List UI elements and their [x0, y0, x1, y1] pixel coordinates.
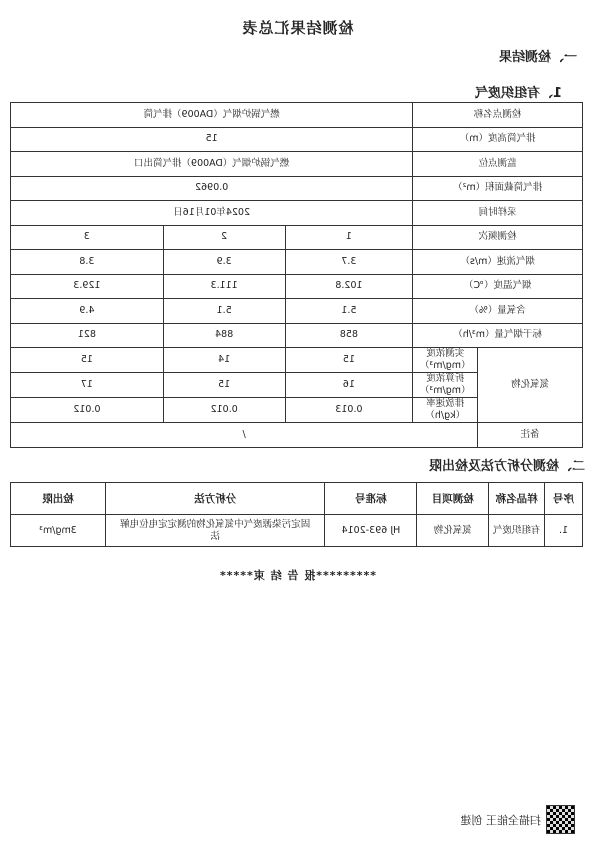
results-table [10, 102, 583, 448]
table-cell: 烟气温度（℃） [413, 274, 583, 299]
table-row [11, 201, 583, 226]
table-cell: 排气筒高度（m） [413, 127, 583, 152]
table-cell: 检测点名称 [413, 103, 583, 128]
table-cell: 有组织废气 [489, 515, 545, 547]
scanner-watermark [395, 805, 575, 835]
table-header-cell: 检测项目 [417, 483, 489, 515]
table-cell: 3 [11, 225, 164, 250]
section-heading-methods: 二、检测分析方法及检出限 [428, 459, 585, 474]
table-cell: 3.7 [285, 250, 413, 275]
table-cell: 16 [285, 373, 413, 398]
table-cell: 15 [285, 348, 413, 373]
table-row [11, 152, 583, 177]
table-header-cell: 标准号 [325, 483, 417, 515]
table-cell: 检测频次 [413, 225, 583, 250]
table-cell: 燃气锅炉烟气（DA009）排气筒出口 [11, 152, 413, 177]
table-cell: 实测浓度（mg/m³） [413, 348, 478, 373]
table-cell: 0.012 [163, 398, 285, 423]
table-row [11, 225, 583, 250]
table-cell: 2 [163, 225, 285, 250]
table-cell: 氮氧化物 [417, 515, 489, 547]
table-row [11, 176, 583, 201]
table-cell: 排气筒截面积（m²） [413, 176, 583, 201]
table-row [11, 323, 583, 348]
table-row [11, 274, 583, 299]
table-cell: 1. [545, 515, 583, 547]
table-row [11, 250, 583, 275]
table-cell: 102.8 [285, 274, 413, 299]
subsection-heading-organized-gas: 1、有组织废气 [474, 86, 562, 101]
table-cell: 烟气流速（m/s） [413, 250, 583, 275]
table-cell: 3mg/m³ [11, 515, 106, 547]
table-cell: 17 [11, 373, 164, 398]
table-row [11, 127, 583, 152]
table-cell: 标干烟气量（m³/h） [413, 323, 583, 348]
table-cell: 1 [285, 225, 413, 250]
table-cell: 821 [11, 323, 164, 348]
table-header-cell: 样品名称 [489, 483, 545, 515]
table-cell: 858 [285, 323, 413, 348]
qr-code-icon [546, 805, 575, 834]
table-cell: 折算浓度（mg/m³） [413, 373, 478, 398]
table-cell: 3.9 [163, 250, 285, 275]
table-cell: 2024年01月16日 [11, 201, 413, 226]
table-cell: 4.9 [11, 299, 164, 324]
table-cell: 15 [163, 373, 285, 398]
table-cell: 0.013 [285, 398, 413, 423]
table-cell: 5.1 [163, 299, 285, 324]
table-row [11, 515, 583, 547]
table-cell: 监测点位 [413, 152, 583, 177]
table-cell: 111.3 [163, 274, 285, 299]
table-cell: 采样时间 [413, 201, 583, 226]
table-cell: 884 [163, 323, 285, 348]
table-cell: 0.0962 [11, 176, 413, 201]
page-title: 检测结果汇总表 [241, 19, 354, 37]
table-header-cell: 分析方法 [105, 483, 325, 515]
table-cell: 15 [11, 348, 164, 373]
table-header-cell: 检出限 [11, 483, 106, 515]
table-cell: 固定污染源废气中氮氧化物的测定定电位电解法 [105, 515, 325, 547]
table-cell: 129.3 [11, 274, 164, 299]
table-cell: 氮氧化物 [478, 348, 583, 423]
table-row [11, 423, 583, 448]
table-cell: 0.012 [11, 398, 164, 423]
table-cell: 燃气锅炉烟气（DA009）排气筒 [11, 103, 413, 128]
watermark-text: 扫描全能王 创建 [460, 814, 541, 827]
table-cell: 排放速率（kg/h） [413, 398, 478, 423]
table-cell: 5.1 [285, 299, 413, 324]
table-row [11, 103, 583, 128]
table-header-cell: 序号 [545, 483, 583, 515]
methods-table [10, 482, 583, 547]
table-row [11, 299, 583, 324]
table-cell: 15 [11, 127, 413, 152]
table-cell: 含氧量（%） [413, 299, 583, 324]
table-cell: 备注 [478, 423, 583, 448]
table-cell: 3.8 [11, 250, 164, 275]
table-header-row [11, 483, 583, 515]
table-cell: 14 [163, 348, 285, 373]
report-end-marker: *********报 告 结 束***** [218, 569, 377, 582]
table-row [11, 348, 583, 373]
table-cell: HJ 693-2014 [325, 515, 417, 547]
section-heading-results: 一、检测结果 [498, 50, 577, 65]
table-cell: / [11, 423, 478, 448]
